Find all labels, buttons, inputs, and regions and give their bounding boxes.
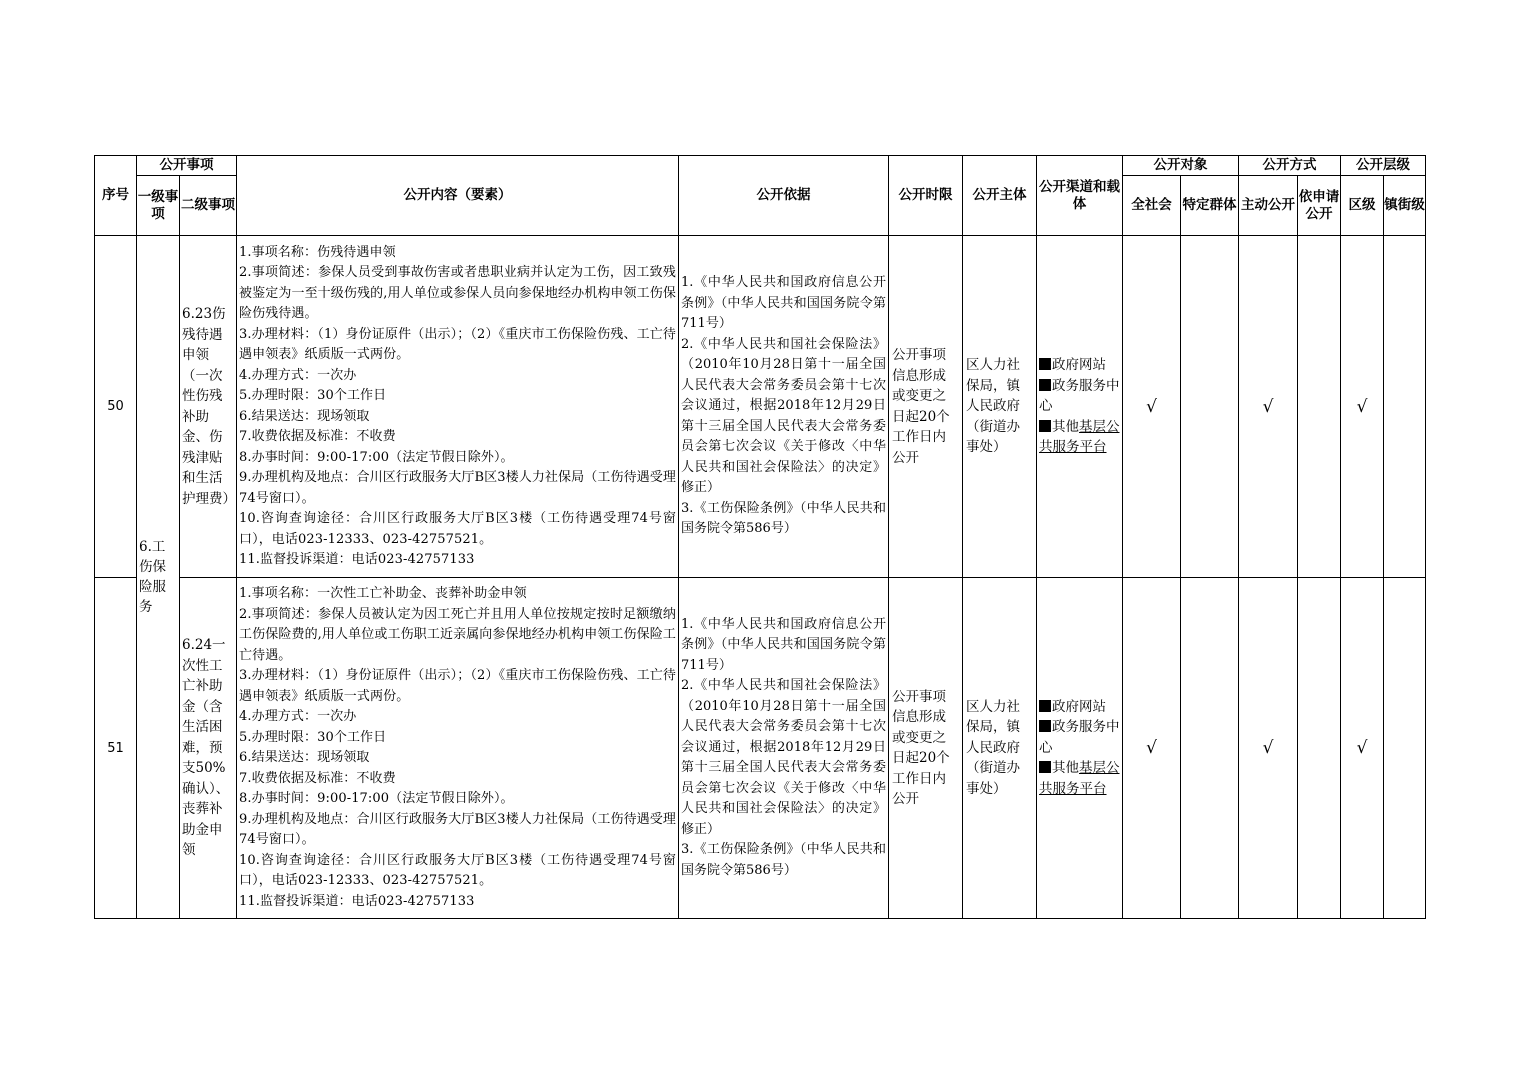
header-level2: 二级事项 bbox=[180, 176, 237, 236]
basis-line: 2.《中华人民共和国社会保险法》（2010年10月28日第十一届全国人民代表大会常务委员会第十七次会议通过，根据2018年12月29日第十三届全国人民代表大会常务委员会第七次会议《关于修改〈中华人民共和国社会保险法〉的决定》修正） bbox=[681, 336, 886, 496]
checked-box-icon bbox=[1039, 358, 1051, 370]
content-line: 7.收费依据及标准：不收费 bbox=[239, 770, 396, 786]
channel-other-value: 基层公共服务平台 bbox=[1039, 418, 1120, 456]
channel-label: 政务服务中心 bbox=[1039, 719, 1120, 756]
content-line: 5.办理时限：30个工作日 bbox=[239, 388, 387, 403]
checked-box-icon bbox=[1039, 720, 1051, 732]
content-line: 8.办事时间：9:00-17:00（法定节假日除外）。 bbox=[239, 791, 514, 806]
method-active-check: √ bbox=[1239, 578, 1298, 919]
content-line: 2.事项简述：参保人员受到事故伤害或者患职业病并认定为工伤，因工致残被鉴定为一至十级伤残的,用人单位或参保人员向参保地经办机构申领工伤保险伤残待遇。 bbox=[239, 265, 676, 321]
disclosure-table bbox=[94, 155, 1426, 919]
content-line: 6.结果送达：现场领取 bbox=[239, 408, 370, 424]
content-line: 3.办理材料：（1）身份证原件（出示）；（2）《重庆市工伤保险伤残、工亡待遇申领表》纸质版一式两份。 bbox=[239, 326, 676, 362]
content-line: 5.办理时限：30个工作日 bbox=[239, 729, 387, 745]
content-line: 2.事项简述：参保人员被认定为因工死亡并且用人单位按规定按时足额缴纳工伤保险费的,用人单位或工伤职工近亲属向参保地经办机构申领工伤保险工亡待遇。 bbox=[239, 606, 676, 663]
content-line: 11.监督投诉渠道：电话023-42757133 bbox=[239, 552, 475, 567]
channel-label: 政府网站 bbox=[1052, 357, 1106, 374]
level-town-check bbox=[1384, 578, 1426, 919]
content-line: 4.办理方式：一次办 bbox=[239, 367, 357, 383]
content-line: 4.办理方式：一次办 bbox=[239, 709, 357, 724]
content-line: 8.办事时间：9:00-17:00（法定节假日除外）。 bbox=[239, 449, 514, 465]
time-limit-cell: 公开事项信息形成或变更之日起20个工作日内公开 bbox=[889, 578, 963, 919]
header-target-all: 全社会 bbox=[1123, 176, 1181, 236]
channel-item bbox=[1039, 697, 1120, 718]
level1-item: 6.工伤保险服务 bbox=[137, 236, 180, 919]
level-town-check bbox=[1384, 236, 1426, 578]
subject-cell: 区人力社保局，镇人民政府（街道办事处） bbox=[963, 236, 1037, 578]
header-level1: 一级事项 bbox=[137, 176, 180, 236]
header-method-group: 公开方式 bbox=[1239, 156, 1341, 176]
channel-other-value: 基层公共服务平台 bbox=[1039, 760, 1120, 797]
header-level-town: 镇街级 bbox=[1384, 176, 1426, 236]
channel-item bbox=[1039, 417, 1120, 458]
level-district-check: √ bbox=[1341, 578, 1384, 919]
content-line: 7.收费依据及标准：不收费 bbox=[239, 429, 396, 444]
content-line: 10.咨询查询途径：合川区行政服务大厅B区3楼（工伤待遇受理74号窗口），电话023-12333、023-42757521。 bbox=[239, 511, 676, 547]
header-target-specific: 特定群体 bbox=[1181, 176, 1239, 236]
level-district-check: √ bbox=[1341, 236, 1384, 578]
target-all-check: √ bbox=[1123, 236, 1181, 578]
content-line: 1.事项名称：一次性工亡补助金、丧葬补助金申领 bbox=[239, 586, 527, 601]
level2-item: 6.24一次性工亡补助金（含生活困难，预支50%确认）、丧葬补助金申领 bbox=[180, 578, 237, 919]
target-all-check: √ bbox=[1123, 578, 1181, 919]
header-time-limit: 公开时限 bbox=[889, 156, 963, 236]
header-content: 公开内容（要素） bbox=[237, 156, 679, 236]
channel-label: 其他 bbox=[1052, 760, 1079, 777]
table-row bbox=[95, 578, 1426, 919]
target-specific-check bbox=[1181, 236, 1239, 578]
checked-box-icon bbox=[1039, 700, 1051, 712]
target-specific-check bbox=[1181, 578, 1239, 919]
channel-cell bbox=[1037, 236, 1123, 578]
header-channel: 公开渠道和载体 bbox=[1037, 156, 1123, 236]
header-public-items: 公开事项 bbox=[137, 156, 237, 176]
method-active-check: √ bbox=[1239, 236, 1298, 578]
content-line: 3.办理材料：（1）身份证原件（出示）；（2）《重庆市工伤保险伤残、工亡待遇申领表》纸质版一式两份。 bbox=[239, 668, 676, 704]
basis-line: 3.《工伤保险条例》（中华人民共和国务院令第586号） bbox=[681, 842, 886, 878]
header-seq: 序号 bbox=[95, 156, 137, 236]
header-level-district: 区级 bbox=[1341, 176, 1384, 236]
row-seq: 51 bbox=[95, 578, 137, 919]
content-cell bbox=[237, 236, 679, 578]
header-method-active: 主动公开 bbox=[1239, 176, 1298, 236]
time-limit-cell: 公开事项信息形成或变更之日起20个工作日内公开 bbox=[889, 236, 963, 578]
content-line: 9.办理机构及地点：合川区行政服务大厅B区3楼人力社保局（工伤待遇受理74号窗口）。 bbox=[239, 811, 676, 847]
content-line: 1.事项名称：伤残待遇申领 bbox=[239, 244, 396, 260]
header-subject: 公开主体 bbox=[963, 156, 1037, 236]
content-line: 9.办理机构及地点：合川区行政服务大厅B区3楼人力社保局（工伤待遇受理74号窗口）。 bbox=[239, 470, 676, 506]
header-level-group: 公开层级 bbox=[1341, 156, 1426, 176]
subject-cell: 区人力社保局，镇人民政府（街道办事处） bbox=[963, 578, 1037, 919]
level2-item: 6.23伤残待遇申领（一次性伤残补助金、伤残津贴和生活护理费） bbox=[180, 236, 237, 578]
channel-cell bbox=[1037, 578, 1123, 919]
checked-box-icon bbox=[1039, 420, 1051, 432]
basis-line: 1.《中华人民共和国政府信息公开条例》（中华人民共和国国务院令第711号） bbox=[681, 616, 886, 673]
basis-cell bbox=[679, 236, 889, 578]
basis-line: 3.《工伤保险条例》（中华人民共和国务院令第586号） bbox=[681, 500, 886, 537]
channel-item bbox=[1039, 376, 1120, 417]
channel-label: 其他 bbox=[1052, 418, 1079, 435]
basis-line: 2.《中华人民共和国社会保险法》（2010年10月28日第十一届全国人民代表大会常务委员会第十七次会议通过，根据2018年12月29日第十三届全国人民代表大会常务委员会第七次会议《关于修改〈中华人民共和国社会保险法〉的决定》修正） bbox=[681, 678, 886, 837]
basis-line: 1.《中华人民共和国政府信息公开条例》（中华人民共和国国务院令第711号） bbox=[681, 275, 886, 332]
header-basis: 公开依据 bbox=[679, 156, 889, 236]
row-seq: 50 bbox=[95, 236, 137, 578]
channel-label: 政务服务中心 bbox=[1039, 377, 1120, 415]
content-line: 10.咨询查询途径：合川区行政服务大厅B区3楼（工伤待遇受理74号窗口），电话023-12333、023-42757521。 bbox=[239, 852, 676, 888]
checked-box-icon bbox=[1039, 379, 1051, 391]
channel-item bbox=[1039, 355, 1120, 376]
method-request-check bbox=[1298, 236, 1341, 578]
method-request-check bbox=[1298, 578, 1341, 919]
table-row bbox=[95, 236, 1426, 578]
content-cell bbox=[237, 578, 679, 919]
header-target-group: 公开对象 bbox=[1123, 156, 1239, 176]
basis-cell bbox=[679, 578, 889, 919]
checked-box-icon bbox=[1039, 761, 1051, 773]
channel-item bbox=[1039, 717, 1120, 758]
header-method-request: 依申请公开 bbox=[1298, 176, 1341, 236]
content-line: 6.结果送达：现场领取 bbox=[239, 750, 370, 765]
content-line: 11.监督投诉渠道：电话023-42757133 bbox=[239, 893, 475, 909]
channel-label: 政府网站 bbox=[1052, 698, 1106, 715]
channel-item bbox=[1039, 758, 1120, 799]
